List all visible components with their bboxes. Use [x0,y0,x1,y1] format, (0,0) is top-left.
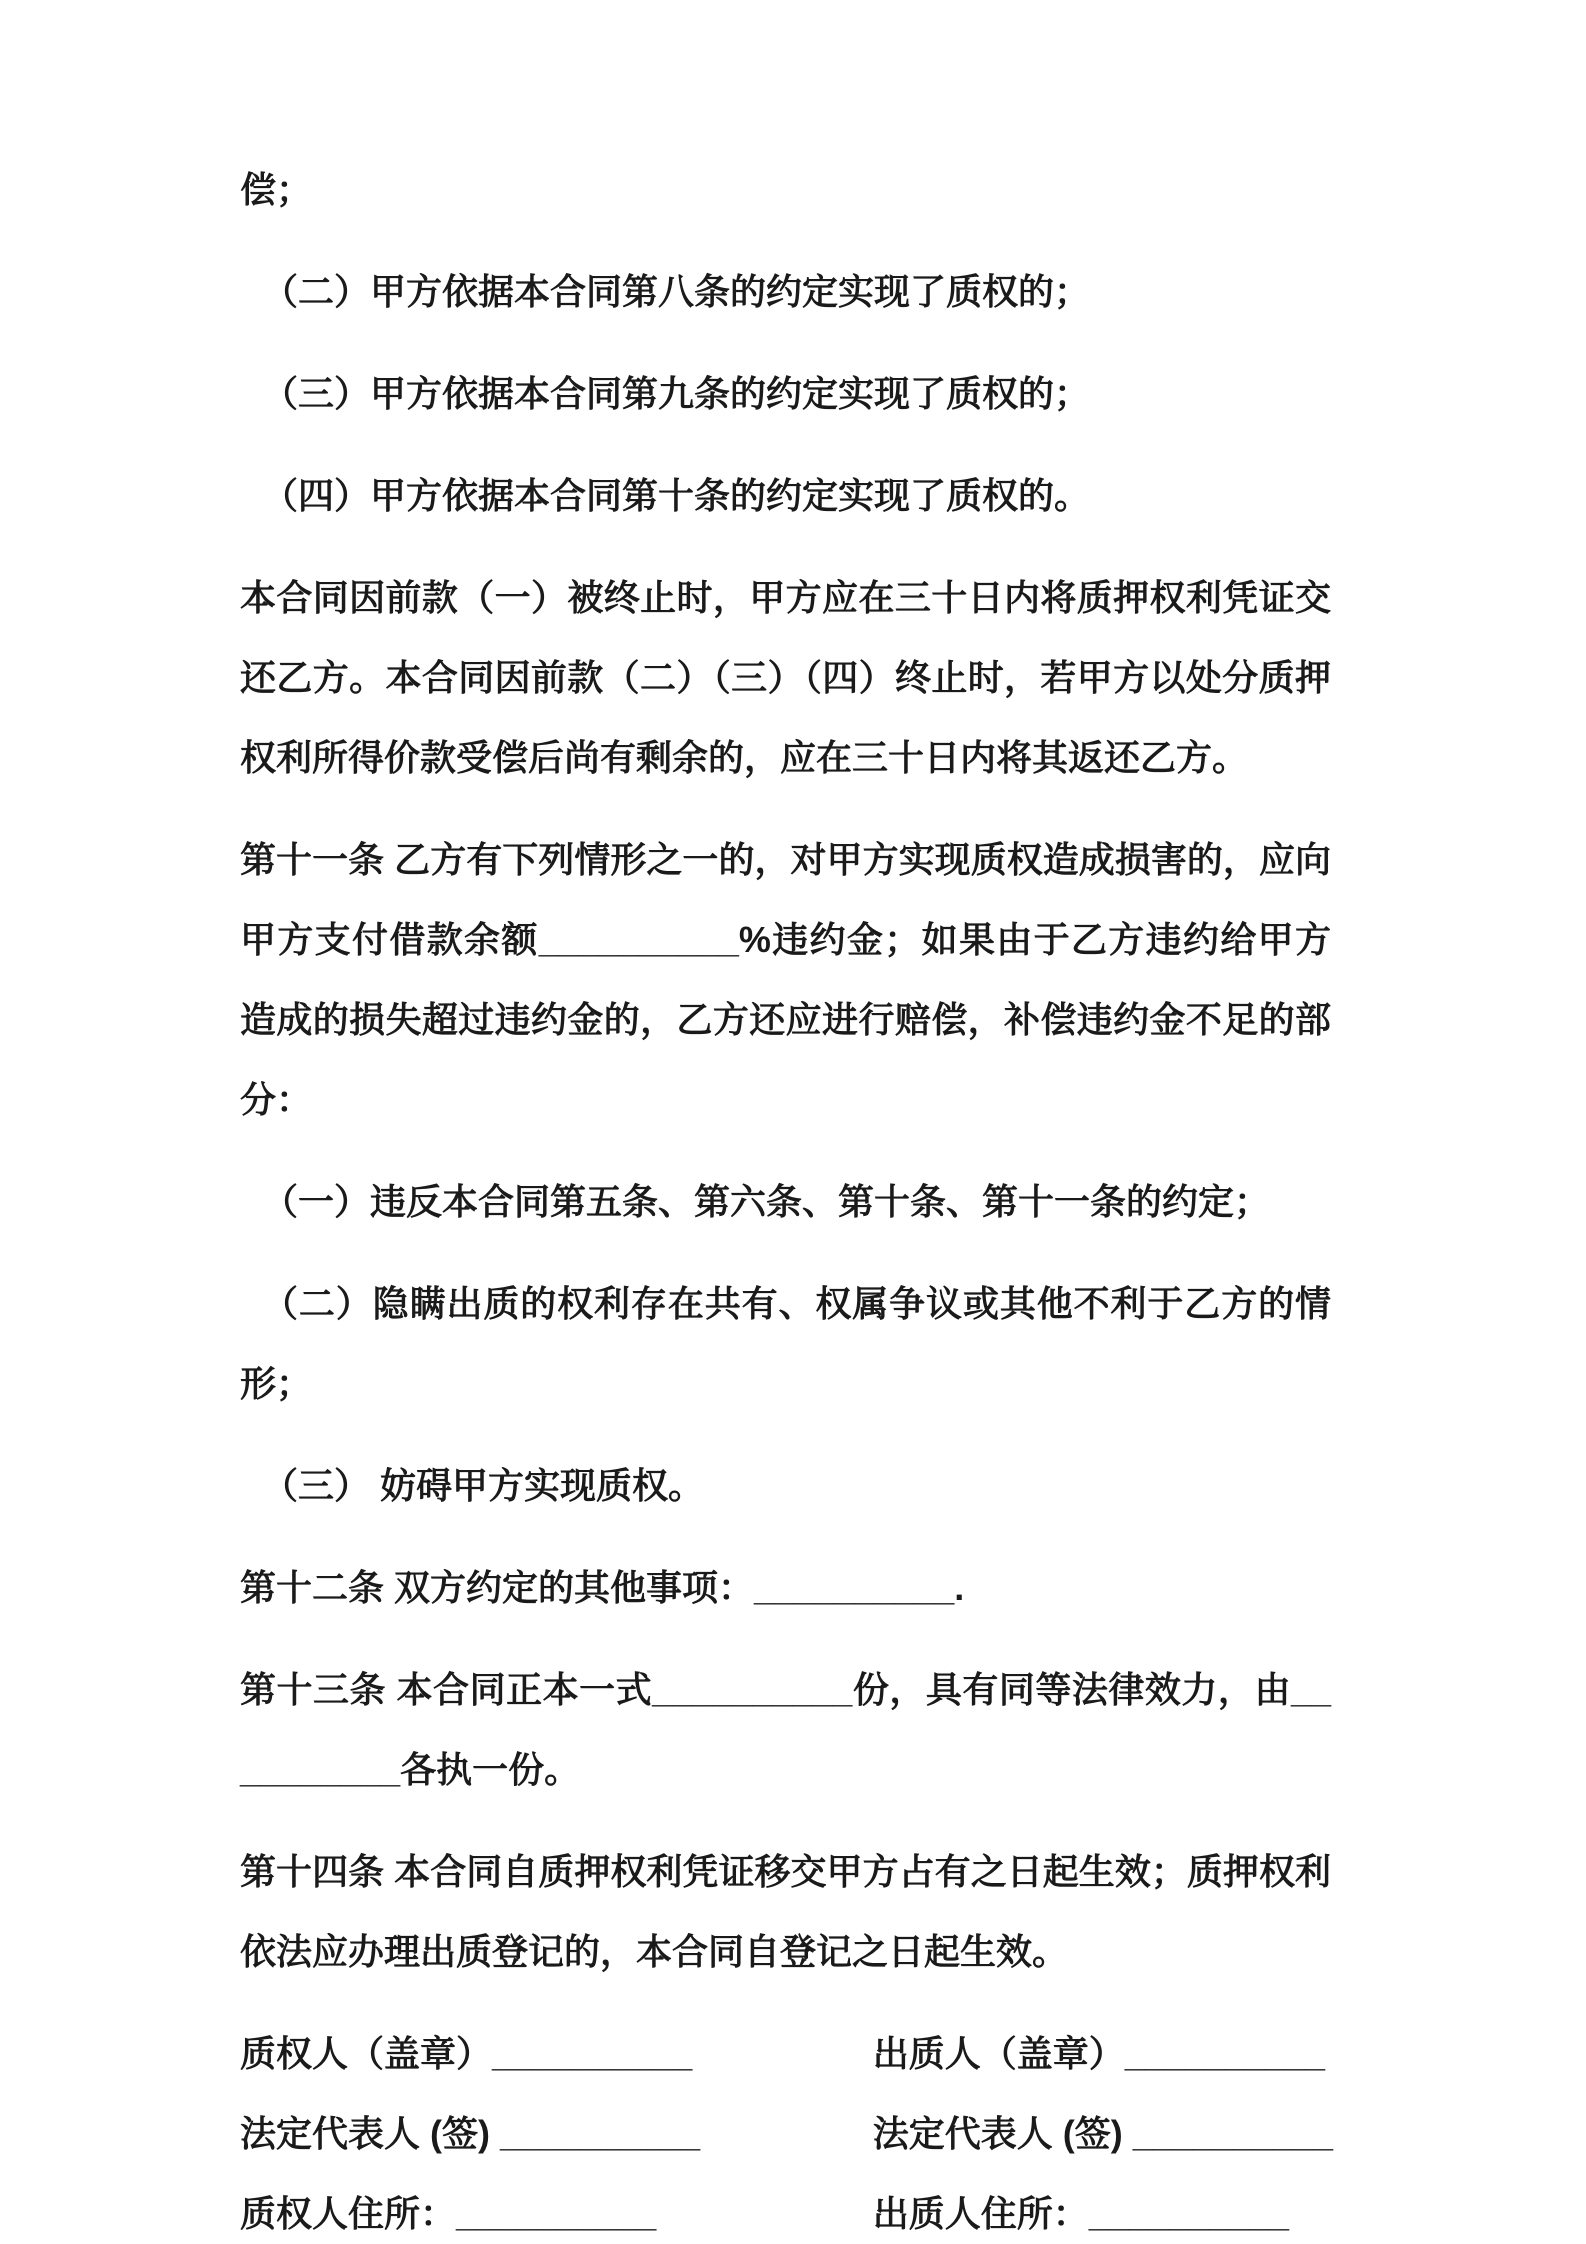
contract-article-11: 第十一条 乙方有下列情形之一的，对甲方实现质权造成损害的，应向甲方支付借款余额__________%违约金；如果由于乙方违约给甲方造成的损失超过违约金的，乙方还应进行赔偿，补偿违约金不足的部分： [240,839,1331,1120]
pledgee-seal-line: 质权人（盖章）__________ [240,2033,693,2074]
pledgee-address-line: 质权人住所：__________ [240,2193,657,2234]
contract-article-11-item-3: （三） 妨碍甲方实现质权。 [262,1465,705,1506]
pledgee-representative-sign-line: 法定代表人 (签) __________ [240,2113,701,2154]
signature-block [240,2014,1331,2244]
contract-paragraph-carryover: 偿； [240,169,313,210]
pledgor-representative-sign-line: 法定代表人 (签) __________ [872,2113,1333,2154]
contract-paragraph-termination: 本合同因前款（一）被终止时，甲方应在三十日内将质押权利凭证交还乙方。本合同因前款（二）（三）（四）终止时，若甲方以处分质押权利所得价款受偿后尚有剩余的，应在三十日内将其返还乙方。 [240,577,1331,778]
contract-article-11-item-1: （一）违反本合同第五条、第六条、第十条、第十一条的约定； [262,1181,1271,1222]
contract-article-14: 第十四条 本合同自质押权利凭证移交甲方占有之日起生效；质押权利依法应办理出质登记的，本合同自登记之日起生效。 [240,1851,1331,1972]
signature-row-representative [240,2094,1331,2174]
contract-article-12: 第十二条 双方约定的其他事项：__________. [240,1567,965,1608]
signature-row-seal [240,2014,1331,2094]
contract-clause-item-4: （四）甲方依据本合同第十条的约定实现了质权的。 [262,475,1091,516]
contract-article-13: 第十三条 本合同正本一式__________份，具有同等法律效力，由__________各执一份。 [240,1669,1331,1790]
pledgor-seal-line: 出质人（盖章）__________ [872,2033,1325,2074]
contract-clause-item-2: （二）甲方依据本合同第八条的约定实现了质权的； [262,271,1091,312]
contract-article-11-item-2: （二）隐瞒出质的权利存在共有、权属争议或其他不利于乙方的情形； [240,1283,1331,1404]
pledgor-address-line: 出质人住所：__________ [872,2193,1289,2234]
signature-row-address [240,2174,1331,2244]
contract-clause-item-3: （三）甲方依据本合同第九条的约定实现了质权的； [262,373,1091,414]
